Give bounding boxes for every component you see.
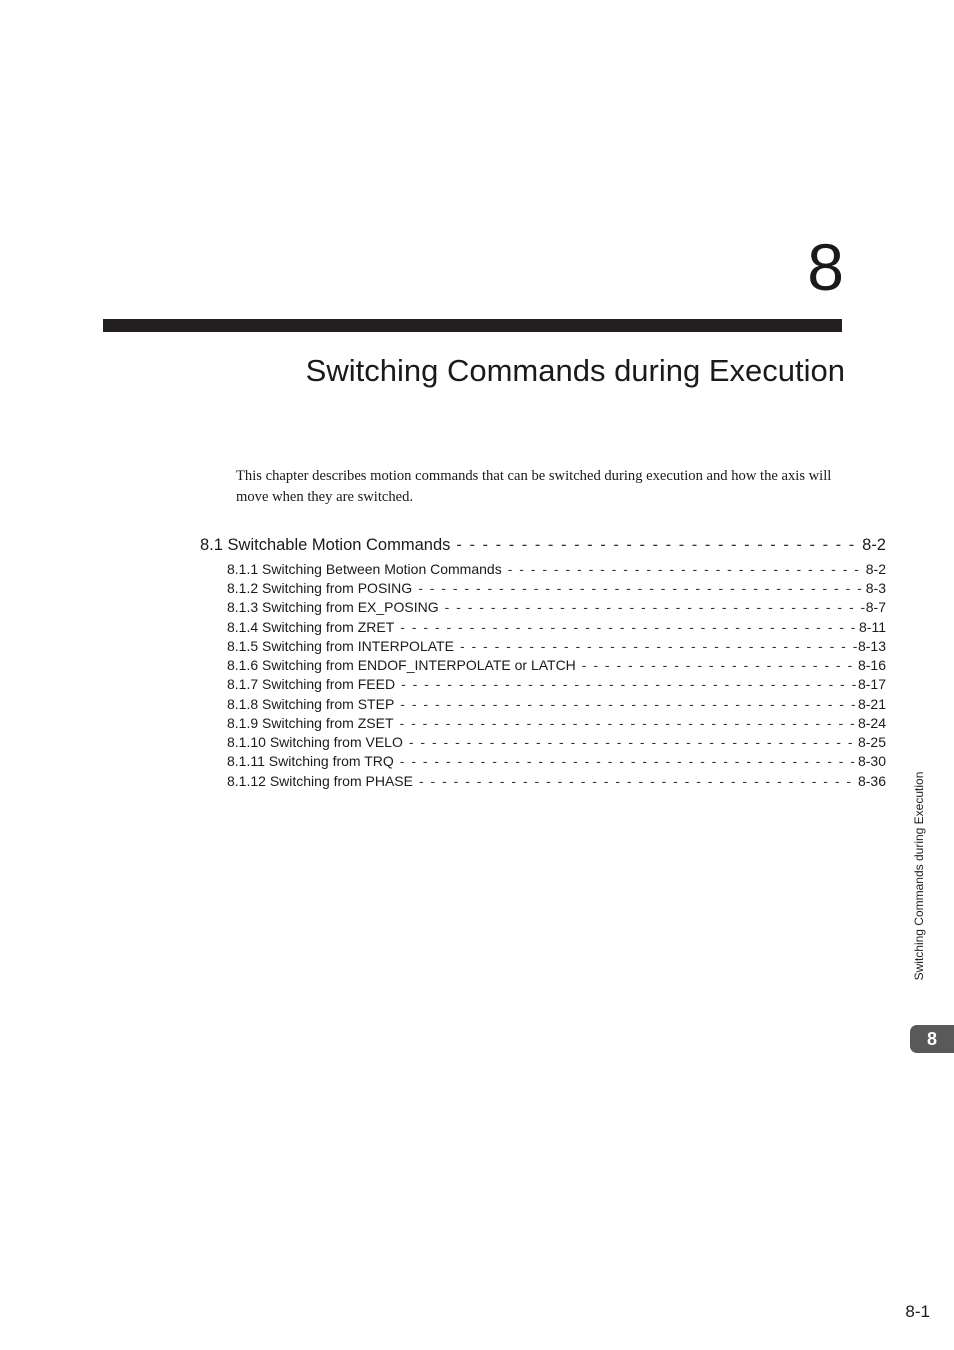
side-tab-label: Switching Commands during Execution bbox=[912, 771, 926, 981]
toc-page: 8-30 bbox=[857, 753, 886, 769]
toc-item-8-1-12[interactable] bbox=[227, 773, 886, 789]
page-number: 8-1 bbox=[905, 1302, 930, 1321]
toc-page: 8-21 bbox=[857, 696, 886, 712]
toc-item-8-1-1[interactable] bbox=[227, 561, 886, 577]
toc-leader bbox=[576, 657, 858, 673]
toc-item-8-1-10[interactable] bbox=[227, 734, 886, 750]
toc-label: 8.1.7 Switching from FEED bbox=[227, 676, 396, 692]
chapter-divider-bar bbox=[103, 319, 842, 332]
toc-page: 8-24 bbox=[857, 715, 886, 731]
toc-leader bbox=[439, 599, 866, 615]
toc-item-8-1-3[interactable] bbox=[227, 599, 886, 615]
toc-label: 8.1 Switchable Motion Commands bbox=[200, 536, 451, 554]
toc-label: 8.1.4 Switching from ZRET bbox=[227, 619, 395, 635]
toc-leader bbox=[394, 715, 858, 731]
toc-leader bbox=[454, 638, 858, 654]
toc-item-8-1-6[interactable] bbox=[227, 657, 886, 673]
toc-page: 8-16 bbox=[857, 657, 886, 673]
toc-label: 8.1.8 Switching from STEP bbox=[227, 696, 395, 712]
toc-page: 8-11 bbox=[859, 619, 886, 635]
toc-leader bbox=[403, 734, 858, 750]
toc-leader bbox=[394, 753, 858, 769]
chapter-intro: This chapter describes motion commands that can be switched during execution and how the axis will move when they are switched. bbox=[236, 468, 832, 505]
toc-item-8-1-9[interactable] bbox=[227, 715, 886, 731]
toc-label: 8.1.5 Switching from INTERPOLATE bbox=[227, 638, 454, 654]
toc-label: 8.1.10 Switching from VELO bbox=[227, 734, 403, 750]
toc-label: 8.1.1 Switching Between Motion Commands bbox=[227, 561, 502, 577]
toc-label: 8.1.9 Switching from ZSET bbox=[227, 715, 394, 731]
chapter-number: 8 bbox=[807, 230, 844, 304]
toc-label: 8.1.2 Switching from POSING bbox=[227, 580, 413, 596]
toc-page: 8-7 bbox=[865, 599, 886, 615]
toc-page: 8-25 bbox=[857, 734, 886, 750]
toc-leader bbox=[394, 619, 859, 635]
side-tab-chapter-badge[interactable]: 8 bbox=[910, 1025, 954, 1053]
toc-page: 8-2 bbox=[862, 536, 886, 554]
toc-item-8-1-4[interactable] bbox=[227, 619, 886, 635]
chapter-title: Switching Commands during Execution bbox=[305, 353, 845, 388]
toc-label: 8.1.6 Switching from ENDOF_INTERPOLATE or LATCH bbox=[227, 657, 576, 673]
toc-section-8-1[interactable] bbox=[200, 536, 886, 555]
toc-item-8-1-5[interactable] bbox=[227, 638, 886, 654]
toc-leader bbox=[394, 696, 858, 712]
toc-leader bbox=[395, 676, 858, 692]
toc-page: 8-3 bbox=[865, 580, 886, 596]
toc-leader bbox=[450, 536, 862, 555]
toc-item-8-1-8[interactable] bbox=[227, 696, 886, 712]
toc-page: 8-13 bbox=[857, 638, 886, 654]
toc-label: 8.1.12 Switching from PHASE bbox=[227, 773, 413, 789]
toc-label: 8.1.11 Switching from TRQ bbox=[227, 753, 394, 769]
toc-label: 8.1.3 Switching from EX_POSING bbox=[227, 599, 439, 615]
toc-leader bbox=[502, 561, 866, 577]
toc-item-8-1-2[interactable] bbox=[227, 580, 886, 596]
toc-item-8-1-7[interactable] bbox=[227, 676, 886, 692]
toc-page: 8-36 bbox=[857, 773, 886, 789]
toc-page: 8-17 bbox=[857, 676, 886, 692]
toc-leader bbox=[412, 580, 866, 596]
toc-page: 8-2 bbox=[865, 561, 886, 577]
toc-leader bbox=[413, 773, 858, 789]
toc-item-8-1-11[interactable] bbox=[227, 753, 886, 769]
